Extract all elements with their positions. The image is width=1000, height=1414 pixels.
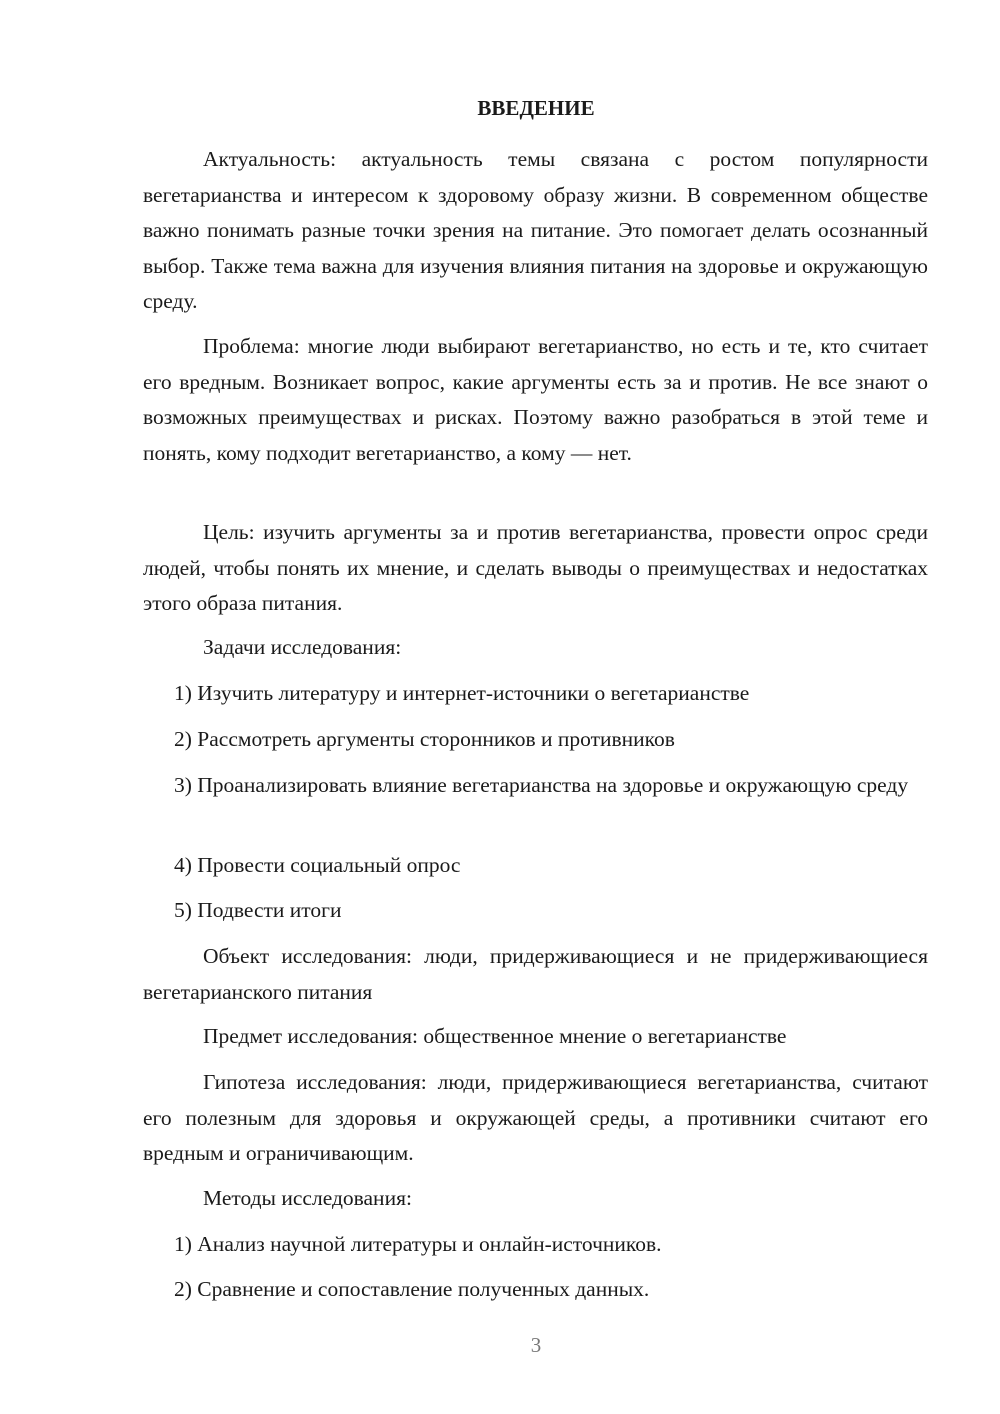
page-number: 3 — [530, 1333, 542, 1357]
method-item-1: 1) Анализ научной литературы и онлайн-источников. — [174, 1232, 662, 1256]
task-item-1: 1) Изучить литературу и интернет-источники о вегетарианстве — [174, 681, 750, 705]
method-item-2: 2) Сравнение и сопоставление полученных данных. — [174, 1277, 650, 1301]
paragraph-object: Объект исследования: люди, придерживающиеся и не придерживающиеся вегетарианского питания — [143, 944, 928, 1004]
methods-heading: Методы исследования: — [203, 1186, 412, 1210]
task-item-3: 3) Проанализировать влияние вегетарианства на здоровье и окружающую среду — [174, 773, 909, 797]
paragraph-subject: Предмет исследования: общественное мнение о вегетарианстве — [203, 1024, 787, 1048]
paragraph-problem: Проблема: многие люди выбирают вегетарианство, но есть и те, кто считает его вредным. Возникает вопрос, какие аргументы есть за и против. Не все знают о возможных преимуществах и рисках. Поэтому важно разобраться в этой теме и понять, кому подходит вегетарианство, а кому — нет. — [143, 334, 928, 465]
paragraph-hypothesis: Гипотеза исследования: люди, придерживающиеся вегетарианства, считают его полезным для здоровья и окружающей среды, а противники считают его вредным и ограничивающим. — [143, 1070, 928, 1165]
task-item-2: 2) Рассмотреть аргументы сторонников и противников — [174, 727, 675, 751]
tasks-heading: Задачи исследования: — [203, 635, 402, 659]
paragraph-goal: Цель: изучить аргументы за и против вегетарианства, провести опрос среди людей, чтобы понять их мнение, и сделать выводы о преимуществах и недостатках этого образа питания. — [143, 520, 928, 615]
task-item-5: 5) Подвести итоги — [174, 898, 342, 922]
page-title: ВВЕДЕНИЕ — [477, 96, 595, 120]
paragraph-relevance: Актуальность: актуальность темы связана с ростом популярности вегетарианства и интересом к здоровому образу жизни. В современном обществе важно понимать разные точки зрения на питание. Это помогает делать осознанный выбор. Также тема важна для изучения влияния питания на здоровье и окружающую среду. — [143, 147, 928, 313]
task-item-4: 4) Провести социальный опрос — [174, 853, 461, 877]
